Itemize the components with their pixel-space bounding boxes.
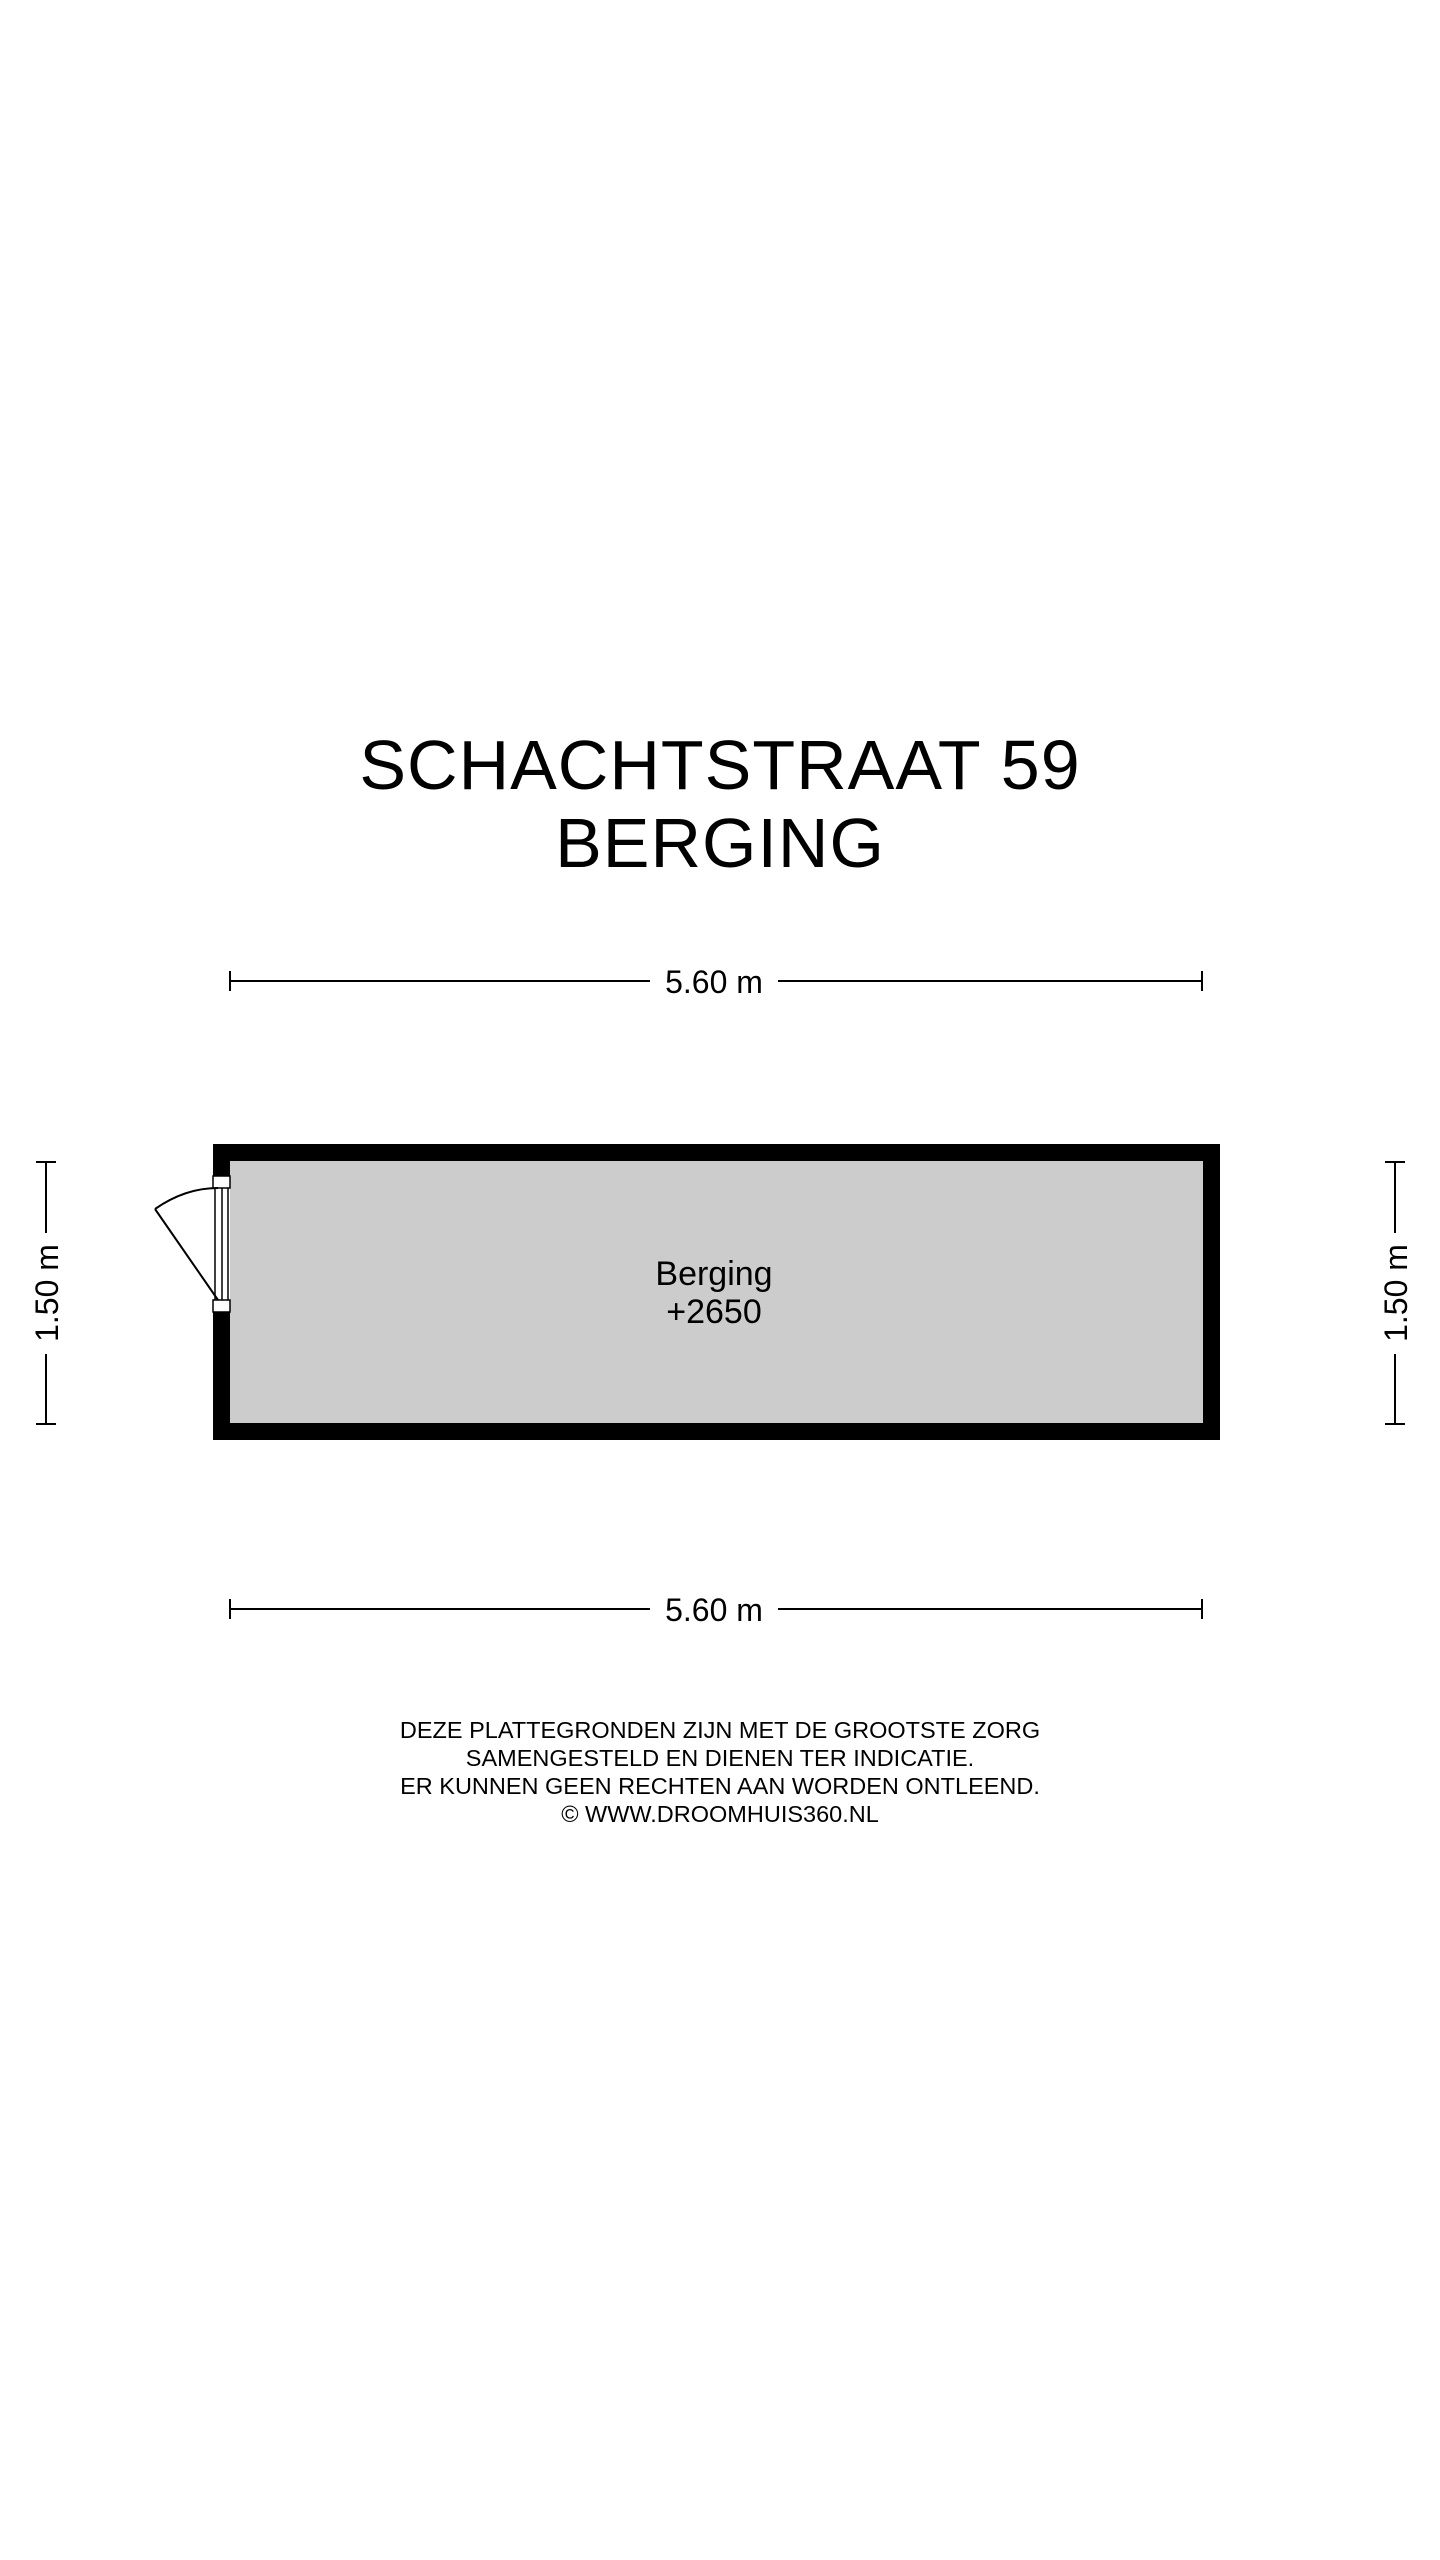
door [155,1176,230,1312]
disclaimer [0,1716,1440,1828]
dimension-right-label: 1.50 m [1378,1244,1414,1342]
dimension-left-label: 1.50 m [29,1244,65,1342]
disclaimer-line-3: ER KUNNEN GEEN RECHTEN AAN WORDEN ONTLEEND. [400,1773,1040,1799]
room-name: Berging [655,1255,773,1293]
disclaimer-line-4: © WWW.DROOMHUIS360.NL [561,1801,879,1827]
dimension-top [230,964,1202,1000]
dimension-bottom-label: 5.60 m [665,1592,763,1628]
dimension-top-label: 5.60 m [665,964,763,1000]
room-berging [213,1144,1220,1440]
dimension-right [1378,1162,1414,1424]
plan-title: SCHACHTSTRAAT 59 [359,726,1081,804]
plan-subtitle: BERGING [555,804,885,882]
dimension-bottom [230,1592,1202,1628]
disclaimer-line-1: DEZE PLATTEGRONDEN ZIJN MET DE GROOTSTE ZORG [399,1717,1041,1743]
room-level: +2650 [666,1293,762,1331]
dimension-left [29,1162,65,1424]
disclaimer-line-2: SAMENGESTELD EN DIENEN TER INDICATIE. [465,1745,975,1771]
